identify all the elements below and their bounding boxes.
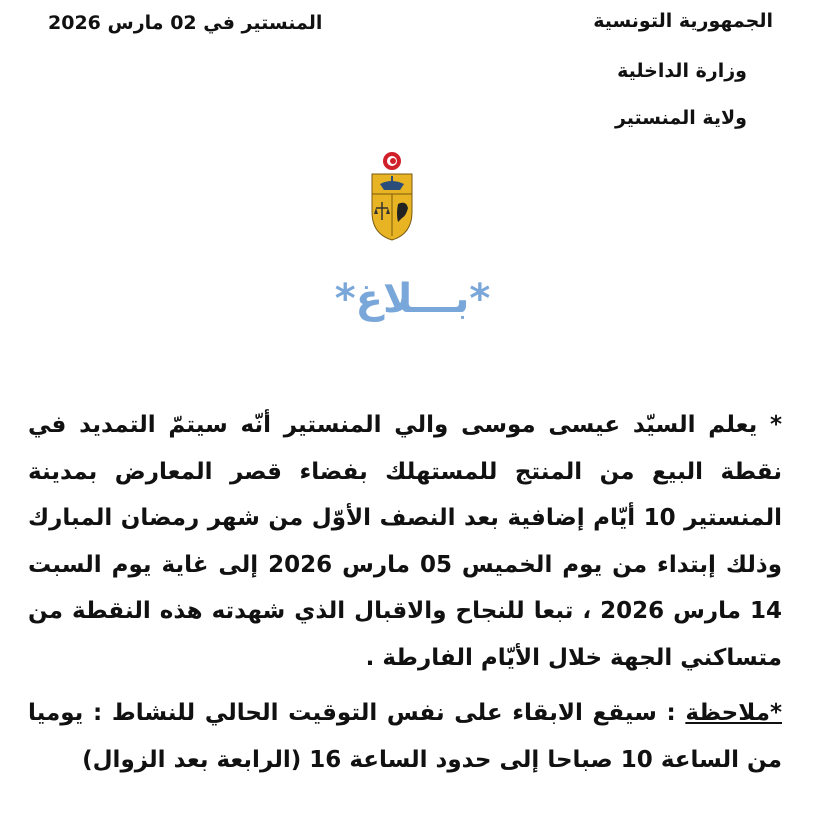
announcement-paragraph: * يعلم السيّد عيسى موسى والي المنستير أنّه سيتمّ التمديد في نقطة البيع من المنتج للمستهلك بفضاء قصر المعارض بمدينة المنستير 10 أيّام إضافية بعد النصف الأوّل من شهر رمضان المبارك وذلك إبتداء من يوم الخميس 05 مارس 2026 إلى غاية يوم السبت 14 مارس 2026 ، تبعا للنجاح والاقبال الذي شهدته هذه النقطة من متساكني الجهة خلال الأيّام الفارطة . <box>28 412 783 671</box>
announcement-body <box>28 402 782 681</box>
page-title: *بـــلاغ* <box>334 276 491 322</box>
note-text: : سيقع الابقاء على نفس التوقيت الحالي للنشاط : يوميا من الساعة 10 صباحا إلى حدود الساعة 16 (الرابعة بعد الزوال) <box>28 700 782 773</box>
header-governorate: ولاية المنستير <box>614 107 747 129</box>
note-section <box>28 690 782 784</box>
header-ministry: وزارة الداخلية <box>617 60 747 82</box>
header-date: المنستير في 02 مارس 2026 <box>48 12 323 34</box>
note-label: *ملاحظة <box>685 700 782 726</box>
tunisia-emblem-icon <box>362 150 422 242</box>
header-country: الجمهورية التونسية <box>593 10 773 32</box>
